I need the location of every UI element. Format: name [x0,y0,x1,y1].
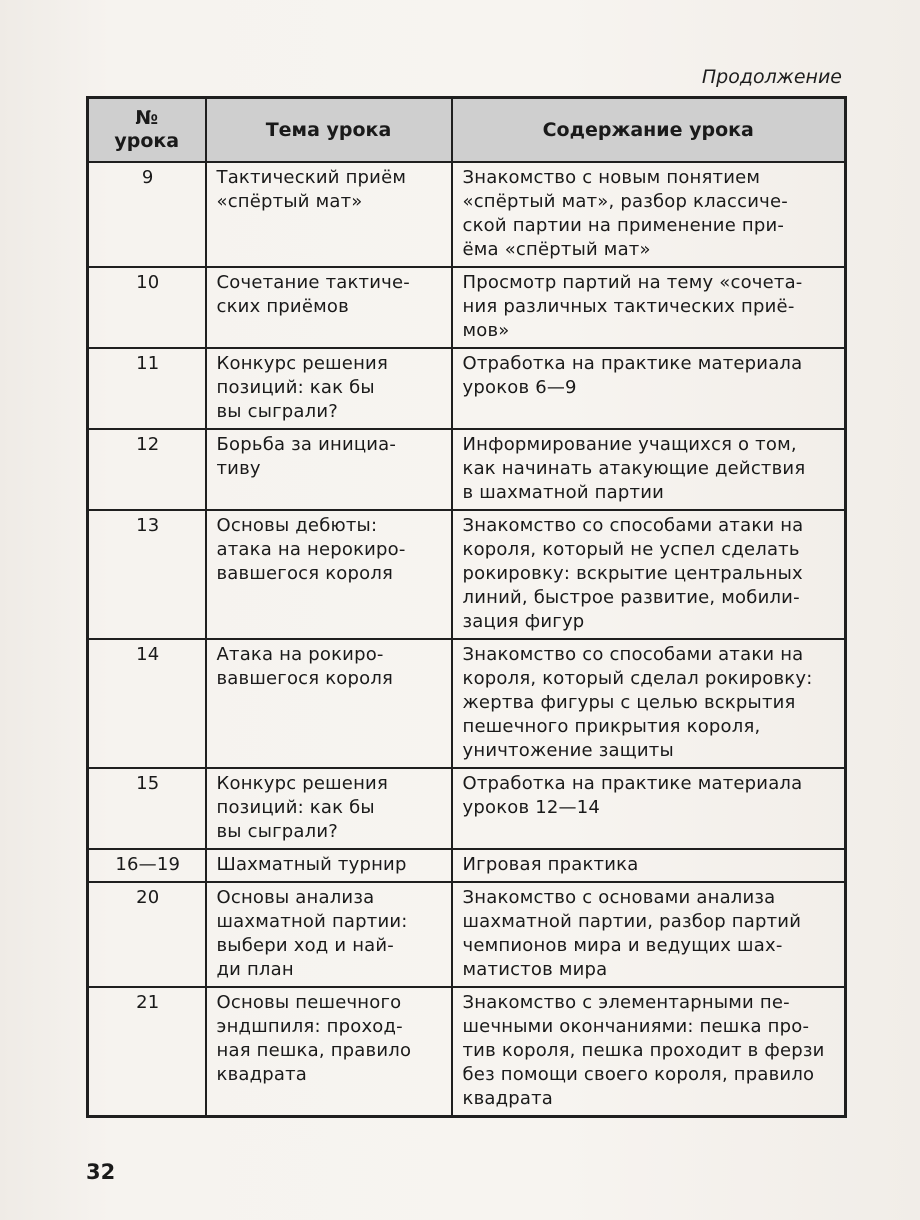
lesson-topic-cell [206,849,452,882]
lesson-number-cell: 14 [88,639,206,768]
table-row [88,987,846,1117]
text-line: Игровая практика [462,854,639,875]
continuation-label: Продолжение [701,66,842,88]
text-line: шахматной партии, разбор партий [462,911,802,932]
header-line: Тема урока [265,118,392,141]
lesson-number-cell: 20 [88,882,206,987]
text-line: линий, быстрое развитие, мобили- [462,587,800,608]
lesson-number-cell: 13 [88,510,206,639]
text-line: позиций: как бы [216,797,375,818]
text-line: Знакомство с элементарными пе- [462,992,790,1013]
text-line: атака на нерокиро- [216,539,406,560]
header-lesson-content [452,98,846,163]
text-line: Конкурс решения [216,353,388,374]
text-line: Сочетание тактиче- [216,272,410,293]
table-row [88,267,846,348]
text-line: вы сыграли? [216,821,339,842]
text-line: шечными окончаниями: пешка про- [462,1016,810,1037]
lesson-topic-cell [206,348,452,429]
text-line: мов» [462,320,510,341]
lesson-topic-cell [206,267,452,348]
text-line: Отработка на практике материала [462,353,803,374]
table-row [88,348,846,429]
lesson-content-cell [452,267,846,348]
header-line: урока [114,130,180,152]
table-row [88,429,846,510]
text-line: зация фигур [462,611,585,632]
text-line: вы сыграли? [216,401,339,422]
text-line: ная пешка, правило [216,1040,412,1061]
lesson-number-cell: 15 [88,768,206,849]
header-lesson-topic [206,98,452,163]
page-number: 32 [86,1160,116,1184]
table-row [88,849,846,882]
lesson-plan-table [86,96,847,1118]
text-line: Атака на рокиро- [216,644,384,665]
table-row [88,882,846,987]
text-line: эндшпиля: проход- [216,1016,403,1037]
lesson-content-cell [452,162,846,267]
text-line: Основы анализа [216,887,375,908]
lesson-topic-cell [206,429,452,510]
lesson-content-cell [452,639,846,768]
table-row [88,768,846,849]
header-line: № [135,107,159,129]
text-line: пешечного прикрытия короля, [462,716,761,737]
table-header-row [88,98,846,163]
text-line: Знакомство со способами атаки на [462,644,804,665]
lesson-number-cell: 11 [88,348,206,429]
table-row [88,162,846,267]
lesson-content-cell [452,849,846,882]
text-line: ния различных тактических приё- [462,296,795,317]
lesson-number-cell: 9 [88,162,206,267]
text-line: Информирование учащихся о том, [462,434,797,455]
lesson-content-cell [452,429,846,510]
text-line: жертва фигуры с целью вскрытия [462,692,796,713]
text-line: короля, который не успел сделать [462,539,800,560]
text-line: Борьба за инициа- [216,434,397,455]
text-line: уничтожение защиты [462,740,674,761]
text-line: уроков 6—9 [462,377,577,398]
lesson-content-cell [452,987,846,1117]
lesson-topic-cell [206,510,452,639]
text-line: матистов мира [462,959,608,980]
text-line: тиву [216,458,261,479]
text-line: как начинать атакующие действия [462,458,806,479]
lesson-topic-cell [206,768,452,849]
text-line: Основы дебюты: [216,515,378,536]
text-line: Тактический приём [216,167,407,188]
lesson-number-cell: 10 [88,267,206,348]
text-line: без помощи своего короля, правило [462,1064,815,1085]
lesson-number-cell: 16—19 [88,849,206,882]
text-line: Шахматный турнир [216,854,407,875]
lesson-content-cell [452,768,846,849]
text-line: выбери ход и най- [216,935,394,956]
text-line: рокировку: вскрытие центральных [462,563,803,584]
lesson-number-cell: 12 [88,429,206,510]
text-line: Отработка на практике материала [462,773,803,794]
text-line: Конкурс решения [216,773,388,794]
text-line: тив короля, пешка проходит в ферзи [462,1040,825,1061]
header-lesson-number [88,98,206,163]
header-line: Содержание урока [542,118,754,141]
lesson-number-cell: 21 [88,987,206,1117]
text-line: квадрата [216,1064,308,1085]
lesson-topic-cell [206,882,452,987]
lesson-topic-cell [206,639,452,768]
table-row [88,510,846,639]
text-line: «спёртый мат» [216,191,363,212]
text-line: Знакомство с новым понятием [462,167,761,188]
text-line: Основы пешечного [216,992,402,1013]
lesson-content-cell [452,882,846,987]
text-line: ских приёмов [216,296,349,317]
text-line: уроков 12—14 [462,797,601,818]
text-line: «спёртый мат», разбор классиче- [462,191,788,212]
text-line: Знакомство с основами анализа [462,887,776,908]
lesson-topic-cell [206,162,452,267]
text-line: ёма «спёртый мат» [462,239,651,260]
text-line: ской партии на применение при- [462,215,785,236]
text-line: вавшегося короля [216,668,394,689]
text-line: Знакомство со способами атаки на [462,515,804,536]
text-line: короля, который сделал рокировку: [462,668,813,689]
text-line: позиций: как бы [216,377,375,398]
text-line: в шахматной партии [462,482,664,503]
text-line: Просмотр партий на тему «сочета- [462,272,803,293]
text-line: чемпионов мира и ведущих шах- [462,935,783,956]
text-line: шахматной партии: [216,911,408,932]
text-line: квадрата [462,1088,554,1109]
text-line: вавшегося короля [216,563,394,584]
lesson-topic-cell [206,987,452,1117]
lesson-content-cell [452,510,846,639]
table-row [88,639,846,768]
table-body [88,162,846,1117]
lesson-content-cell [452,348,846,429]
text-line: ди план [216,959,294,980]
